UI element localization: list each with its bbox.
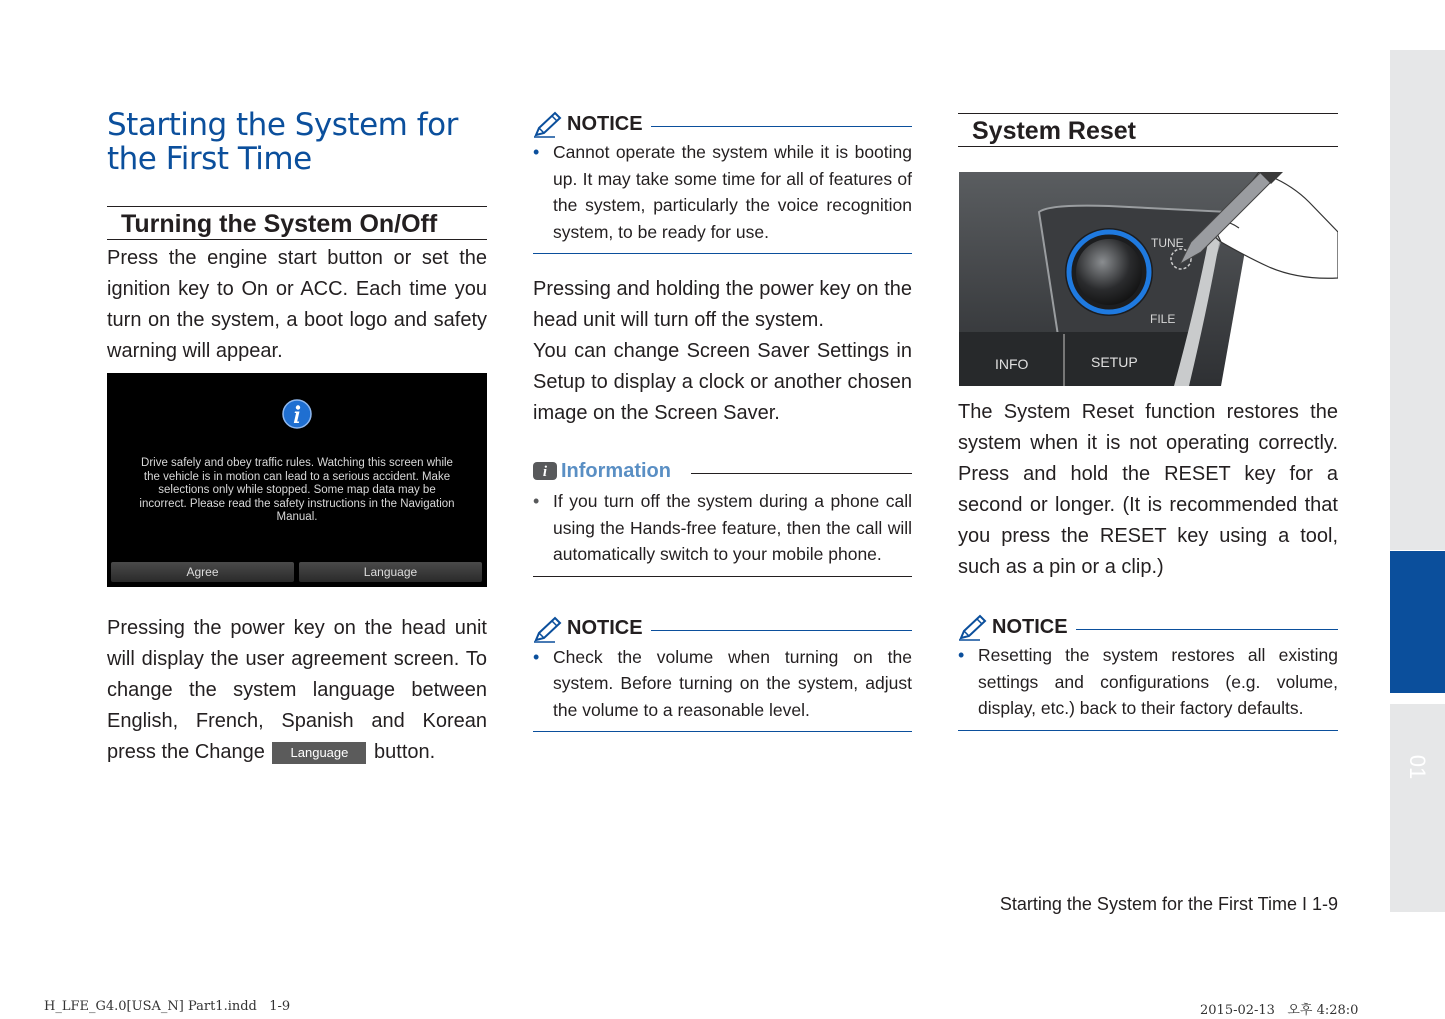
side-tab-gray-bottom: [1390, 704, 1445, 912]
file-label: FILE: [1150, 312, 1176, 326]
information-label: Information: [561, 459, 671, 482]
list-item: • Resetting the system restores all existing settings and configurations (e.g. volume, display, etc.) back to their factory defaults.: [958, 645, 1338, 718]
svg-text:i: i: [542, 464, 548, 480]
notice-header: [533, 112, 912, 136]
info-circle-icon: [282, 399, 312, 429]
agreement-text: Pressing the power key on the head unit will display the user agreement screen. To change the system language between English, French, Spanish and Korean press the Change: [107, 617, 487, 763]
section-heading-reset: System Reset: [958, 113, 1338, 147]
information-list: [533, 488, 912, 568]
notice-list: [533, 644, 912, 724]
list-item: • If you turn off the system during a phone call using the Hands-free feature, then the call will automatically switch to your mobile phone.: [533, 491, 912, 564]
pencil-icon: [958, 613, 988, 641]
notice-header: [958, 615, 1338, 639]
notice-label: NOTICE: [567, 112, 643, 135]
information-header: [533, 459, 912, 483]
middle-column: [533, 112, 912, 732]
agree-button[interactable]: Agree: [111, 562, 294, 582]
info-icon: [533, 461, 557, 481]
list-item: • Check the volume when turning on the system. Before turning on the system, adjust the volume to a reasonable level.: [533, 646, 912, 720]
info-key-label: INFO: [995, 356, 1029, 372]
tune-label: TUNE: [1151, 236, 1184, 250]
safety-warning-text: Drive safely and obey traffic rules. Watching this screen while the vehicle is in motion can lead to a serious accident. Make selections only while stopped. Some map data may be incorrect. Please read the safety instructions in the Navigation Manual.: [139, 457, 455, 523]
side-tab-gray-top: [1390, 50, 1445, 550]
setup-key-label: SETUP: [1091, 354, 1138, 370]
reset-notice: [958, 615, 1338, 731]
right-text-block: [958, 397, 1338, 583]
inline-language-button: Language: [272, 742, 366, 764]
reset-key-photo: [959, 172, 1338, 386]
page-title: Starting the System for the First Time: [107, 107, 458, 177]
file-info: H_LFE_G4.0[USA_N] Part1.indd 1-9: [44, 999, 291, 1014]
agreement-paragraph: [107, 613, 487, 768]
notice-header: [533, 617, 912, 641]
page-reference: Starting the System for the First Time I 1-9: [999, 894, 1338, 914]
section-heading-on-off: Turning the System On/Off: [107, 206, 487, 240]
power-off-paragraph: Pressing and holding the power key on the head unit will turn off the system.: [533, 278, 912, 331]
side-tab-blue: [1390, 551, 1445, 693]
screensaver-paragraph: You can change Screen Saver Settings in Setup to display a clock or another chosen image on the Screen Saver.: [533, 340, 912, 424]
intro-paragraph: Press the engine start button or set the ignition key to On or ACC. Each time you turn on the system, a boot logo and safety warning will appear.: [107, 247, 487, 362]
language-button[interactable]: Language: [299, 562, 482, 582]
notice-list: [533, 139, 912, 245]
notice-label: NOTICE: [567, 617, 643, 639]
reset-paragraph: The System Reset function restores the system when it is not operating correctly. Press and hold the RESET key for a second or longer. (It is recommended that you press the RESET key using a tool, such as a pin or a clip.): [958, 401, 1338, 578]
notice-label: NOTICE: [992, 615, 1068, 638]
pencil-icon: [533, 110, 563, 138]
left-column: [107, 206, 487, 367]
head-unit-illustration: [959, 172, 1338, 386]
list-item: • Cannot operate the system while it is booting up. It may take some time for all of features of the system, particularly the voice recognition system, to be ready for use.: [533, 142, 912, 242]
print-timestamp: 2015-02-13 오후 4:28:0: [1200, 1003, 1359, 1018]
boot-warning-screenshot: [107, 373, 487, 587]
chapter-number: 01: [1405, 754, 1430, 780]
agreement-text-end: button.: [374, 741, 436, 763]
right-column: [958, 113, 1338, 147]
notice-list: [958, 642, 1338, 722]
pencil-icon: [533, 615, 563, 643]
